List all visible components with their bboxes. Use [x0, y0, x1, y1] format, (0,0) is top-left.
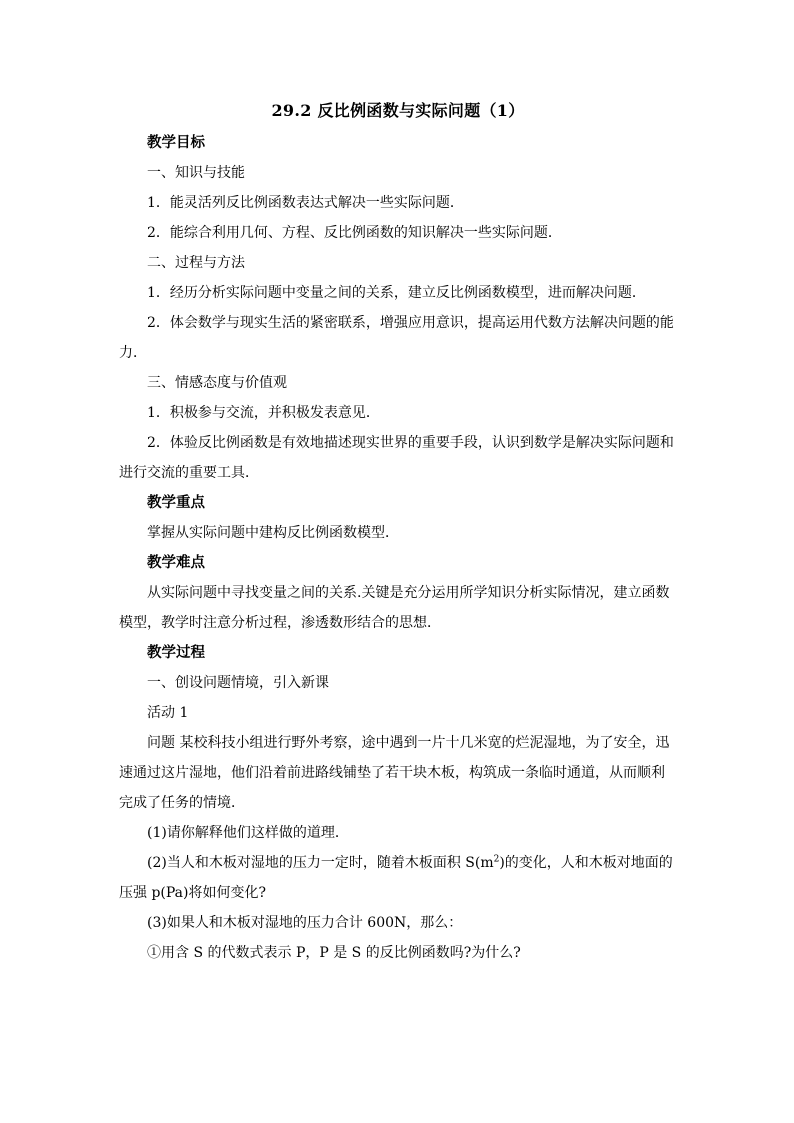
problem-text: 问题 某校科技小组进行野外考察，途中遇到一片十几米宽的烂泥湿地，为了安全，迅速通过这片湿地，他们沿着前进路线铺垫了若干块木板，构筑成一条临时通道，从而顺利完成了任务的情境． — [119, 735, 670, 811]
question-3: (3)如果人和木板对湿地的压力合计 600N，那么： — [147, 915, 463, 931]
document-page — [119, 98, 677, 968]
process-heading: 教学过程 — [147, 644, 205, 661]
key-points-heading: 教学重点 — [147, 494, 205, 511]
objectives-section-process: 二、过程与方法 — [147, 255, 245, 271]
objectives-section-knowledge: 一、知识与技能 — [147, 165, 245, 181]
objectives-section-attitude: 三、情感态度与价值观 — [147, 375, 287, 391]
objectives-heading: 教学目标 — [147, 134, 205, 151]
question-2-before: (2)当人和木板对湿地的压力一定时，随着木板面积 S(m — [147, 855, 494, 871]
objectives-knowledge-item-1: 1．能灵活列反比例函数表达式解决一些实际问题． — [147, 195, 464, 211]
objectives-process-item-2: 2．体会数学与现实生活的紧密联系，增强应用意识，提高运用代数方法解决问题的能力． — [119, 315, 674, 361]
key-points-text: 掌握从实际问题中建构反比例函数模型． — [147, 525, 399, 541]
objectives-process-item-1: 1．经历分析实际问题中变量之间的关系，建立反比例函数模型，进而解决问题． — [147, 285, 646, 301]
question-2-superscript: 2 — [493, 854, 500, 865]
question-1: (1)请你解释他们这样做的道理． — [147, 825, 349, 841]
objectives-attitude-item-1: 1．积极参与交流，并积极发表意见． — [147, 405, 380, 421]
difficulties-heading: 教学难点 — [147, 554, 205, 571]
objectives-attitude-item-2: 2．体验反比例函数是有效地描述现实世界的重要手段，认识到数学是解决实际问题和进行交流的重要工具． — [119, 435, 674, 481]
activity-label: 活动 1 — [147, 705, 189, 721]
process-section-1: 一、创设问题情境，引入新课 — [147, 675, 329, 691]
question-2 — [119, 848, 677, 908]
objectives-knowledge-item-2: 2．能综合利用几何、方程、反比例函数的知识解决一些实际问题． — [147, 225, 562, 241]
page-title: 29.2 反比例函数与实际问题（1） — [271, 101, 525, 120]
question-2-after: )的变化，人和木板对地面的压强 p(Pa)将如何变化? — [119, 855, 673, 901]
difficulties-text: 从实际问题中寻找变量之间的关系.关键是充分运用所学知识分析实际情况，建立函数模型，教学时注意分析过程，渗透数形结合的思想． — [119, 585, 670, 631]
question-3-1: ①用含 S 的代数式表示 P，P 是 S 的反比例函数吗?为什么? — [147, 945, 521, 961]
